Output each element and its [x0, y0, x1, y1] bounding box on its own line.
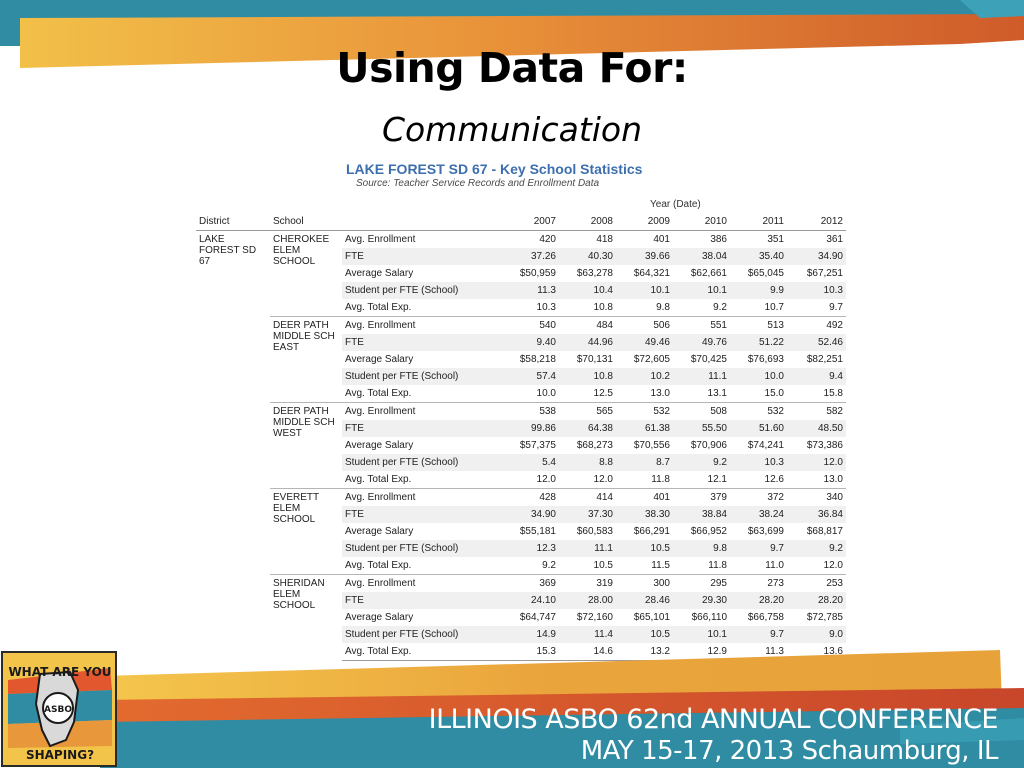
metric-label: Avg. Enrollment	[342, 403, 502, 421]
table-cell: 38.30	[616, 506, 673, 523]
table-cell: 508	[673, 403, 730, 421]
table-cell: 8.8	[559, 454, 616, 471]
district-header: District	[196, 213, 270, 231]
table-cell: 9.7	[730, 540, 787, 557]
table-cell: $55,181	[519, 526, 556, 537]
table-cell: 34.90	[502, 506, 559, 523]
table-cell: 9.0	[787, 626, 846, 643]
metric-label: Average Salary	[345, 526, 414, 537]
table-cell: 532	[730, 403, 787, 421]
table-body	[196, 231, 846, 661]
table-cell: 300	[616, 575, 673, 593]
metric-label: Student per FTE (School)	[342, 282, 502, 299]
table-cell: 9.40	[502, 334, 559, 351]
metric-label: FTE	[342, 420, 502, 437]
table-cell: 10.4	[559, 282, 616, 299]
metric-label: FTE	[342, 248, 502, 265]
table-cell: 34.90	[787, 248, 846, 265]
table-cell: $68,817	[806, 526, 843, 537]
metric-label: Student per FTE (School)	[342, 454, 502, 471]
table-cell: 386	[673, 231, 730, 249]
table-cell: 49.76	[673, 334, 730, 351]
table-cell: 13.0	[823, 474, 843, 485]
table-cell: 319	[559, 575, 616, 593]
table-cell: 10.0	[536, 388, 556, 399]
year-header: 2010	[673, 213, 730, 231]
year-header: 2007	[502, 213, 559, 231]
table-cell: 13.0	[650, 388, 670, 399]
table-cell: 49.46	[616, 334, 673, 351]
table-cell: $68,273	[576, 440, 613, 451]
table-cell: 24.10	[502, 592, 559, 609]
table-cell: $72,785	[806, 612, 843, 623]
table-cell: $63,278	[576, 268, 613, 279]
table-cell: 57.4	[502, 368, 559, 385]
table-row	[196, 403, 846, 421]
table-cell: 10.5	[616, 626, 673, 643]
table-cell: 28.20	[787, 592, 846, 609]
table-cell: 35.40	[730, 248, 787, 265]
slide-title: Using Data For:	[336, 44, 688, 92]
table-cell: 10.8	[559, 368, 616, 385]
logo-top-text: WHAT ARE YOU	[8, 665, 112, 679]
table-cell: 28.00	[559, 592, 616, 609]
table-cell: 39.66	[616, 248, 673, 265]
year-header: 2009	[616, 213, 673, 231]
table-cell: 13.6	[787, 643, 846, 661]
table-cell: 61.38	[616, 420, 673, 437]
table-cell: 9.9	[730, 282, 787, 299]
school-name: CHEROKEE ELEM SCHOOL	[270, 231, 342, 317]
table-cell: 10.0	[730, 368, 787, 385]
table-cell: 14.9	[502, 626, 559, 643]
metric-label: Avg. Total Exp.	[345, 388, 412, 399]
table-cell: 52.46	[787, 334, 846, 351]
metric-label: FTE	[342, 506, 502, 523]
table-cell: 40.30	[559, 248, 616, 265]
table-cell: 9.8	[656, 302, 670, 313]
table-cell: 11.8	[651, 474, 670, 485]
table-cell: $50,959	[519, 268, 556, 279]
metric-label: Avg. Total Exp.	[345, 560, 412, 571]
school-name: SHERIDAN ELEM SCHOOL	[270, 575, 342, 661]
table-cell: 538	[502, 403, 559, 421]
table-cell: 11.4	[559, 626, 616, 643]
metric-label: Avg. Total Exp.	[345, 302, 412, 313]
table-cell: 420	[502, 231, 559, 249]
table-cell: 532	[616, 403, 673, 421]
metric-label: Avg. Total Exp.	[342, 643, 502, 661]
table-cell: $57,375	[519, 440, 556, 451]
table-cell: $65,101	[633, 612, 670, 623]
header-row	[196, 213, 846, 231]
table-cell: 369	[502, 575, 559, 593]
table-cell: 12.0	[536, 474, 556, 485]
metric-label: FTE	[342, 334, 502, 351]
table-cell: 10.1	[673, 282, 730, 299]
table-cell: 36.84	[787, 506, 846, 523]
table-cell: 273	[730, 575, 787, 593]
school-name: DEER PATH MIDDLE SCH EAST	[270, 317, 342, 403]
metric-label: FTE	[342, 592, 502, 609]
table-cell: 506	[616, 317, 673, 335]
table-cell: 513	[730, 317, 787, 335]
slide-subtitle: Communication	[381, 110, 643, 149]
table-cell: 418	[559, 231, 616, 249]
table-cell: 295	[673, 575, 730, 593]
table-cell: 372	[730, 489, 787, 507]
table-cell: 10.3	[536, 302, 556, 313]
table-cell: 10.8	[593, 302, 613, 313]
table-cell: 10.7	[764, 302, 784, 313]
report-title: LAKE FOREST SD 67 - Key School Statistics	[346, 161, 643, 177]
table-cell: $73,386	[806, 440, 843, 451]
year-header: 2008	[559, 213, 616, 231]
table-cell: 15.8	[823, 388, 843, 399]
table-cell: 401	[616, 231, 673, 249]
table-cell: $70,131	[576, 354, 613, 365]
table-cell: $63,699	[747, 526, 784, 537]
table-cell: 8.7	[616, 454, 673, 471]
stats-table	[196, 213, 846, 661]
table-cell: 9.8	[673, 540, 730, 557]
year-caption: Year (Date)	[650, 199, 701, 210]
table-cell: 5.4	[502, 454, 559, 471]
table-cell: 44.96	[559, 334, 616, 351]
metric-label: Avg. Enrollment	[342, 231, 502, 249]
table-cell: 51.60	[730, 420, 787, 437]
table-cell: 14.6	[559, 643, 616, 661]
table-cell: 10.1	[616, 282, 673, 299]
table-cell: 12.0	[593, 474, 613, 485]
table-cell: 540	[502, 317, 559, 335]
table-cell: 9.4	[787, 368, 846, 385]
table-cell: 582	[787, 403, 846, 421]
metric-label: Avg. Enrollment	[342, 575, 502, 593]
table-cell: 492	[787, 317, 846, 335]
logo-seal-text: ASBO	[44, 705, 72, 715]
logo-bottom-text: SHAPING?	[25, 748, 95, 762]
table-cell: 11.1	[559, 540, 616, 557]
table-cell: 99.86	[502, 420, 559, 437]
table-cell: 28.20	[730, 592, 787, 609]
metric-label: Avg. Total Exp.	[345, 474, 412, 485]
table-cell: $72,160	[576, 612, 613, 623]
metric-label: Student per FTE (School)	[342, 540, 502, 557]
conference-date: MAY 15-17, 2013 Schaumburg, IL	[580, 736, 998, 766]
table-cell: 10.3	[730, 454, 787, 471]
table-cell: $70,556	[633, 440, 670, 451]
table-cell: 401	[616, 489, 673, 507]
year-header: 2012	[787, 213, 846, 231]
table-cell: 351	[730, 231, 787, 249]
table-row	[196, 575, 846, 593]
table-cell: $64,747	[519, 612, 556, 623]
year-header: 2011	[730, 213, 787, 231]
table-cell: 10.1	[673, 626, 730, 643]
table-cell: 37.30	[559, 506, 616, 523]
table-cell: 12.9	[673, 643, 730, 661]
metric-label: Student per FTE (School)	[342, 368, 502, 385]
table-cell: 55.50	[673, 420, 730, 437]
table-cell: $76,693	[747, 354, 784, 365]
table-cell: 13.2	[616, 643, 673, 661]
table-cell: 10.3	[787, 282, 846, 299]
table-cell: 29.30	[673, 592, 730, 609]
table-cell: 12.1	[707, 474, 727, 485]
table-cell: 10.5	[616, 540, 673, 557]
table-cell: 12.5	[593, 388, 613, 399]
table-cell: 48.50	[787, 420, 846, 437]
conference-title: ILLINOIS ASBO 62nd ANNUAL CONFERENCE	[428, 704, 998, 735]
table-row	[196, 231, 846, 249]
school-name: EVERETT ELEM SCHOOL	[270, 489, 342, 575]
table-cell: 28.46	[616, 592, 673, 609]
table-cell: 15.3	[502, 643, 559, 661]
table-cell: 551	[673, 317, 730, 335]
table-cell: 11.0	[765, 560, 784, 571]
table-cell: 38.24	[730, 506, 787, 523]
table-cell: 9.2	[713, 302, 727, 313]
table-cell: 340	[787, 489, 846, 507]
table-cell: $70,425	[690, 354, 727, 365]
table-cell: 11.3	[730, 643, 787, 661]
metric-label: Average Salary	[345, 354, 414, 365]
table-cell: 12.0	[787, 454, 846, 471]
table-cell: 38.04	[673, 248, 730, 265]
table-cell: $64,321	[633, 268, 670, 279]
table-cell: 9.7	[730, 626, 787, 643]
table-cell: $65,045	[747, 268, 784, 279]
table-cell: 37.26	[502, 248, 559, 265]
table-cell: $62,661	[690, 268, 727, 279]
table-cell: 414	[559, 489, 616, 507]
table-cell: 12.3	[502, 540, 559, 557]
metric-label: Average Salary	[345, 440, 414, 451]
table-cell: $82,251	[806, 354, 843, 365]
metric-header	[342, 213, 502, 231]
school-name: DEER PATH MIDDLE SCH WEST	[270, 403, 342, 489]
table-cell: 11.3	[502, 282, 559, 299]
table-cell: 565	[559, 403, 616, 421]
table-cell: 484	[559, 317, 616, 335]
table-cell: 379	[673, 489, 730, 507]
table-cell: $66,291	[633, 526, 670, 537]
table-cell: 51.22	[730, 334, 787, 351]
table-cell: 15.0	[764, 388, 784, 399]
table-cell: 64.38	[559, 420, 616, 437]
metric-label: Average Salary	[345, 268, 414, 279]
school-header: School	[270, 213, 342, 231]
district-name: LAKE FOREST SD 67	[196, 231, 270, 661]
table-cell: 38.84	[673, 506, 730, 523]
table-cell: 9.7	[829, 302, 843, 313]
table-cell: 9.2	[542, 560, 556, 571]
table-cell: 11.1	[673, 368, 730, 385]
table-cell: $67,251	[806, 268, 843, 279]
metric-label: Avg. Enrollment	[342, 489, 502, 507]
table-cell: 11.5	[651, 560, 670, 571]
table-cell: 10.2	[616, 368, 673, 385]
table-row	[196, 317, 846, 335]
table-cell: 9.2	[787, 540, 846, 557]
table-cell: $70,906	[690, 440, 727, 451]
table-cell: $72,605	[633, 354, 670, 365]
table-cell: 361	[787, 231, 846, 249]
table-cell: 428	[502, 489, 559, 507]
table-cell: $66,110	[691, 612, 727, 623]
table-cell: 12.6	[764, 474, 784, 485]
table-cell: 13.1	[707, 388, 727, 399]
report-source: Source: Teacher Service Records and Enrollment Data	[356, 178, 600, 189]
table-cell: 9.2	[673, 454, 730, 471]
metric-label: Student per FTE (School)	[342, 626, 502, 643]
table-cell: 11.8	[708, 560, 727, 571]
table-cell: $74,241	[747, 440, 784, 451]
table-row	[196, 489, 846, 507]
table-cell: 10.5	[593, 560, 613, 571]
table-cell: 12.0	[823, 560, 843, 571]
table-cell: $58,218	[519, 354, 556, 365]
table-cell: $66,952	[690, 526, 727, 537]
table-cell: $60,583	[576, 526, 613, 537]
table-cell: $66,758	[747, 612, 784, 623]
table-cell: 253	[787, 575, 846, 593]
metric-label: Average Salary	[345, 612, 414, 623]
metric-label: Avg. Enrollment	[342, 317, 502, 335]
